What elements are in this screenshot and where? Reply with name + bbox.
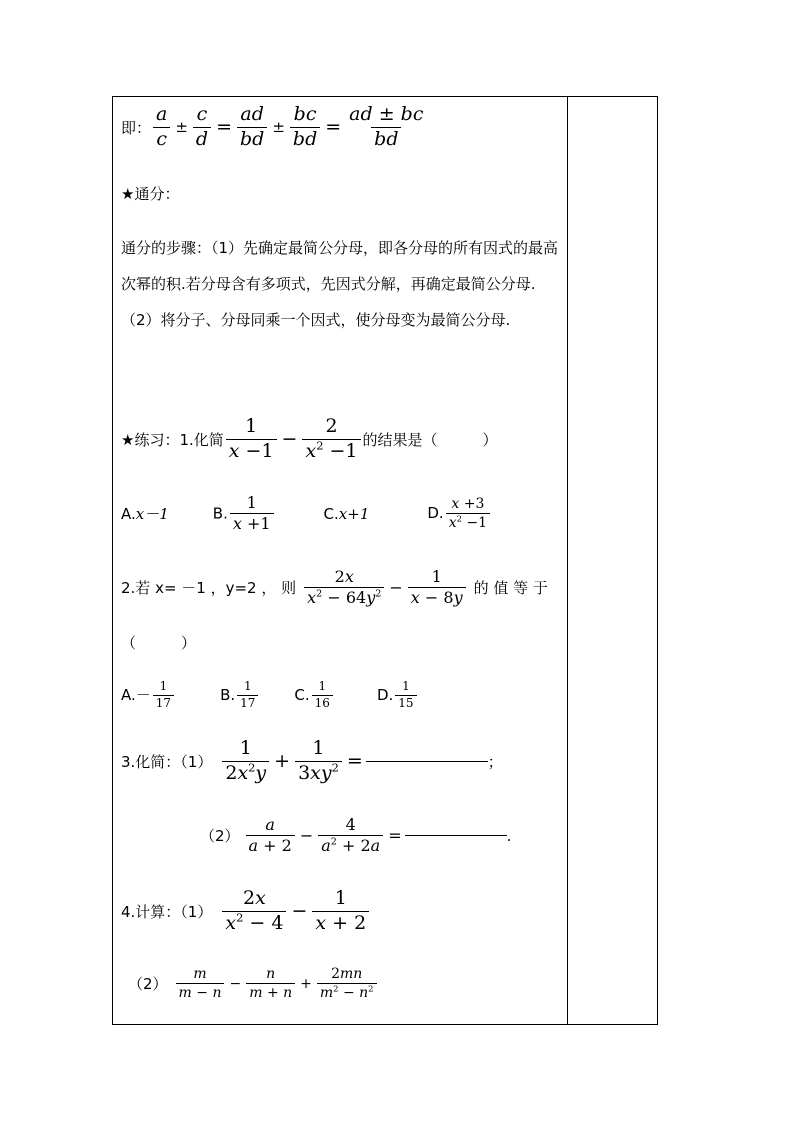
question-2: 2.若 x= －1 ，y=2 ， 则 $\frac{2x}{x^2 - 64y^2}$ − $\frac{1}{x - 8y}$ 的 值 等 于 [121,567,548,608]
q4-label: 4.计算：（1） [121,902,213,921]
q4-fraction-2: $\frac{1}{x + 2}$ [312,888,369,935]
q2-suffix: 的 值 等 于 [473,579,548,598]
fraction-c-over-d: $\frac{c}{d}$ [193,104,211,151]
q1-suffix: 的结果是（ ） [362,430,498,449]
steps-paragraph: 通分的步骤：（1）先确定最简公分母，即各分母的所有因式的最高次幂的积.若分母含有多项式，先因式分解，再确定最简公分母.（2）将分子、分母同乘一个因式，使分母变为最简公分母. [121,239,559,329]
question-2-options [121,680,419,711]
question-4-part-2: （2） $\frac{m}{m - n}$ − $\frac{n}{m + n}$ + $\frac{2mn}{m^2 - n^2}$ [128,966,379,1001]
q4-fraction-3: $\frac{m}{m - n}$ [176,966,225,1001]
q3-fraction-2: $\frac{1}{3xy^2}$ [295,738,342,785]
q3-tail-1: ； [487,752,503,771]
q1-prefix: ★练习：1.化简 [121,430,224,449]
q2-option-a[interactable]: A.－ $\frac{1}{17}$ [121,680,176,711]
q2-fraction-2: $\frac{1}{x - 8y}$ [408,568,466,608]
section-title: ★通分： [121,185,180,203]
q3-fraction-1: $\frac{1}{2x^2y}$ [222,738,269,785]
question-4-part-1: 4.计算：（1） $\frac{2x}{x^2 - 4}$ − $\frac{1}{x + 2}$ [121,888,371,935]
q2-option-b[interactable]: B. $\frac{1}{17}$ [220,680,260,711]
q1-option-b[interactable]: B. $\frac{1}{x +1}$ [213,494,276,534]
fraction-ad-over-bd: $\frac{ad}{bd}$ [237,104,267,151]
fraction-rule-line: 即： $\frac{a}{c}$ ± $\frac{c}{d}$ = $\frac{ad}{bd}$ ± $\frac{bc}{bd}$ = $\frac{ad \pm bc}{bd}$ [121,104,428,151]
q4-fraction-5: $\frac{2mn}{m^2 - n^2}$ [317,966,377,1001]
q4-fraction-1: $\frac{2x}{x^2 - 4}$ [222,888,286,935]
q1-fraction-2: $\frac{2}{x^2 -1}$ [302,416,360,463]
q2-option-c[interactable]: C. $\frac{1}{16}$ [294,680,335,711]
question-3-part-1: 3.化简：（1） $\frac{1}{2x^2y}$ + $\frac{1}{3xy^2}$ = ； [121,737,503,784]
question-1: ★练习：1.化简 $\frac{1}{x -1}$ − $\frac{2}{x^2 -1}$ 的结果是（ ） [121,415,498,462]
q4-label-2: （2） [128,975,168,994]
question-1-options [121,494,492,534]
q3-label: 3.化简：（1） [121,752,213,771]
q3-tail-2: . [506,826,512,845]
q3-fraction-3: $\frac{a}{a + 2}$ [246,816,295,856]
fraction-a-over-c: $\frac{a}{c}$ [153,104,170,151]
q2-option-d[interactable]: D. $\frac{1}{15}$ [377,680,419,711]
q3-label-2: （2） [200,827,240,846]
q4-fraction-4: $\frac{n}{m + n}$ [246,966,295,1001]
fraction-bc-over-bd: $\frac{bc}{bd}$ [290,104,320,151]
q2-answer-paren: （ ） [121,634,197,652]
table-column-divider [567,96,568,1025]
fraction-result: $\frac{ad \pm bc}{bd}$ [349,103,424,150]
q2-prefix: 2.若 x= －1 ，y=2 ， 则 [121,579,297,598]
q1-option-c[interactable]: C.x+1 [323,504,370,523]
q3-fraction-4: $\frac{4}{a^2 + 2a}$ [318,816,383,856]
q3-answer-blank-2[interactable] [405,835,507,836]
q3-answer-blank-1[interactable] [366,761,488,762]
q1-fraction-1: $\frac{1}{x -1}$ [226,416,277,463]
q1-option-a[interactable]: A.x－1 [121,505,169,524]
q2-fraction-1: $\frac{2x}{x^2 - 64y^2}$ [304,568,384,608]
q1-option-d[interactable]: D. $\frac{x +3}{x^2 -1}$ [427,496,492,531]
question-3-part-2: （2） $\frac{a}{a + 2}$ − $\frac{4}{a^2 + 2a}$ = . [200,815,512,856]
intro-label: 即： [121,118,152,137]
